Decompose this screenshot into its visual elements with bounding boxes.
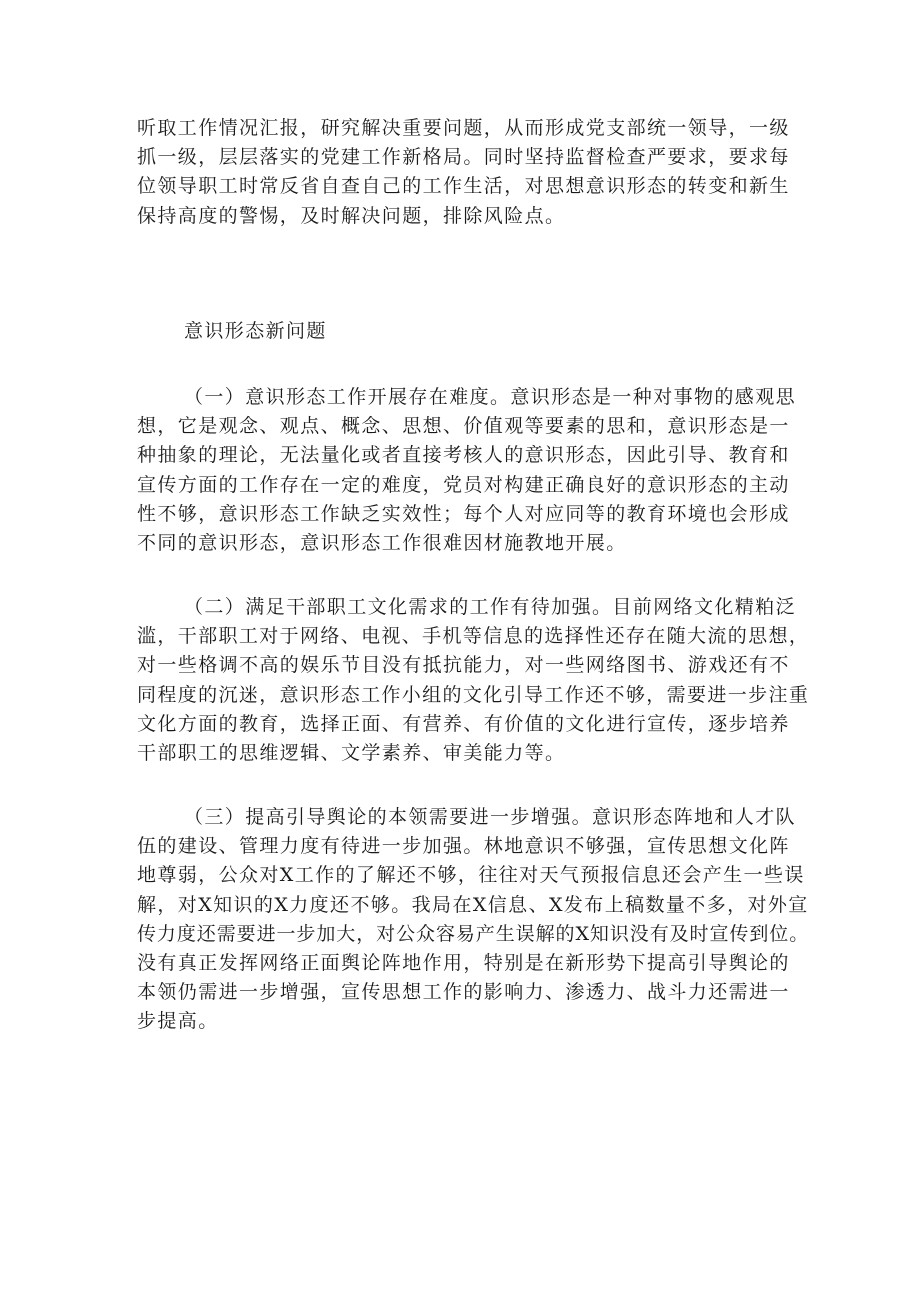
text-line: 本领仍需进一步增强，宣传思想工作的影响力、渗透力、战斗力还需进一 (137, 981, 790, 1004)
text-line: （一）意识形态工作开展存在难度。意识形态是一种对事物的感观思 (184, 386, 797, 408)
text-line: 抓一级，层层落实的党建工作新格局。同时坚持监督检查严要求，要求每 (137, 146, 790, 169)
text-line: （三）提高引导舆论的本领需要进一步增强。意识形态阵地和人才队 (184, 806, 797, 828)
text-line: 没有真正发挥网络正面舆论阵地作用，特别是在新形势下提高引导舆论的 (137, 952, 790, 975)
section-heading (137, 317, 809, 346)
paragraph-item-1 (137, 383, 809, 558)
text-line: 宣传方面的工作存在一定的难度，党员对构建正确良好的意识形态的主动 (137, 473, 790, 496)
text-line: 保持高度的警惕，及时解决问题，排除风险点。 (137, 204, 566, 227)
text-line: 地尊弱，公众对X工作的了解还不够，往往对天气预报信息还会产生一些误 (137, 864, 805, 887)
text-line: 伍的建设、管理力度有待进一步加强。林地意识不够强，宣传思想文化阵 (137, 835, 790, 858)
text-line: 对一些格调不高的娱乐节目没有抵抗能力，对一些网络图书、游戏还有不 (137, 654, 790, 677)
text-line: 性不够，意识形态工作缺乏实效性；每个人对应同等的教育环境也会形成 (137, 502, 790, 525)
text-line: 位领导职工时常反省自查自己的工作生活，对思想意识形态的转变和新生 (137, 175, 790, 198)
text-line: 不同的意识形态，意识形态工作很难因材施教地开展。 (137, 532, 627, 555)
text-line: 想，它是观念、观点、概念、思想、价值观等要素的思和，意识形态是一 (137, 415, 790, 438)
text-line: 步提高。 (137, 1010, 219, 1033)
text-line: （二）满足干部职工文化需求的工作有待加强。目前网络文化精粕泛 (184, 596, 797, 618)
text-line: 干部职工的思维逻辑、文学素养、审美能力等。 (137, 742, 566, 765)
text-line: 传力度还需要进一步加大，对公众容易产生误解的X知识没有及时宣传到位。 (137, 922, 810, 945)
text-line: 滥，干部职工对于网络、电视、手机等信息的选择性还存在随大流的思想， (137, 625, 810, 648)
text-line: 同程度的沉迷，意识形态工作小组的文化引导工作还不够，需要进一步注重 (137, 683, 810, 706)
text-line: 文化方面的教育，选择正面、有营养、有价值的文化进行宣传，逐步培养 (137, 712, 790, 735)
section-heading-text: 意识形态新问题 (184, 320, 327, 342)
paragraph-continuation (137, 114, 809, 231)
text-line: 种抽象的理论，无法量化或者直接考核人的意识形态，因此引导、教育和 (137, 444, 790, 467)
paragraph-item-3 (137, 803, 809, 1037)
paragraph-item-2 (137, 593, 809, 768)
text-line: 听取工作情况汇报，研究解决重要问题，从而形成党支部统一领导，一级 (137, 117, 790, 139)
text-line: 解，对X知识的X力度还不够。我局在X信息、X发布上稿数量不多，对外宣 (137, 893, 809, 916)
